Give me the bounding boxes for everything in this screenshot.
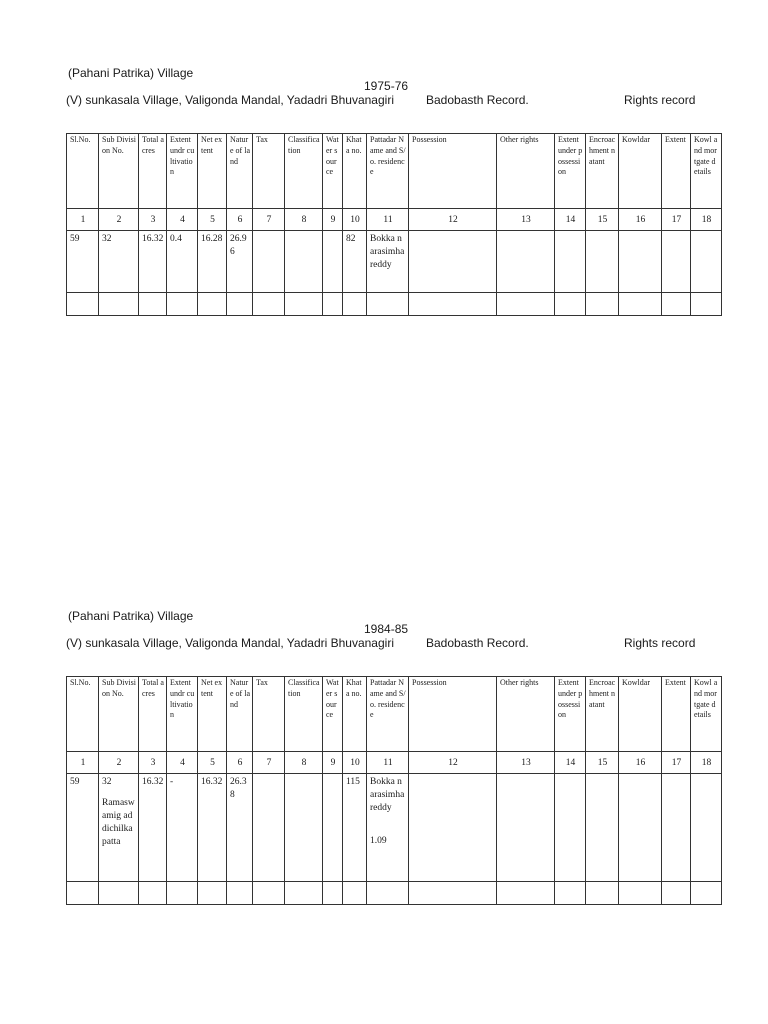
- column-header: Kowldar: [619, 134, 662, 209]
- column-header: Tax: [253, 134, 285, 209]
- column-number: 7: [253, 752, 285, 774]
- record-type: Badobasth Record.: [426, 93, 529, 107]
- record-location: (V) sunkasala Village, Valigonda Mandal, Yadadri Bhuvanagiri: [66, 636, 394, 650]
- blank-cell: [253, 882, 285, 905]
- column-number: 4: [167, 752, 198, 774]
- blank-cell: [619, 293, 662, 316]
- nature-of-land-cell: 26.96: [227, 231, 253, 293]
- record-title: (Pahani Patrika) Village: [68, 609, 194, 623]
- other-rights-cell: [497, 774, 555, 882]
- sub-division-value: 32: [102, 777, 112, 787]
- column-number: 18: [691, 209, 722, 231]
- column-header: Possession: [409, 677, 497, 752]
- record-type: Badobasth Record.: [426, 636, 529, 650]
- possession-cell: [409, 231, 497, 293]
- column-header: Encroachment natant: [586, 677, 619, 752]
- extent-under-possession-cell: [555, 231, 586, 293]
- blank-cell: [167, 882, 198, 905]
- nature-of-land-cell: 26.38: [227, 774, 253, 882]
- column-number: 3: [139, 209, 167, 231]
- kowl-details-cell: [691, 774, 722, 882]
- column-header: Extent under possession: [555, 677, 586, 752]
- water-source-cell: [323, 774, 343, 882]
- table-row: [67, 774, 722, 882]
- blank-cell: [691, 293, 722, 316]
- column-number: 17: [662, 752, 691, 774]
- extent-under-possession-cell: [555, 774, 586, 882]
- blank-cell: [619, 882, 662, 905]
- sub-division-note: Ramaswamig addichilka patta: [102, 798, 135, 848]
- column-header: Khata no.: [343, 134, 367, 209]
- sub-division-cell: [99, 231, 139, 293]
- column-number: 2: [99, 752, 139, 774]
- water-source-cell: [323, 231, 343, 293]
- blank-row: [67, 293, 722, 316]
- column-header: Water source: [323, 677, 343, 752]
- pattadar-cell: [367, 774, 409, 882]
- column-number: 14: [555, 209, 586, 231]
- blank-cell: [227, 882, 253, 905]
- blank-cell: [497, 293, 555, 316]
- column-header: Possession: [409, 134, 497, 209]
- blank-cell: [198, 293, 227, 316]
- blank-cell: [691, 882, 722, 905]
- blank-cell: [343, 882, 367, 905]
- column-header: Kowldar: [619, 677, 662, 752]
- column-header: Tax: [253, 677, 285, 752]
- blank-cell: [253, 293, 285, 316]
- pattadar-note: 1.09: [370, 836, 387, 847]
- blank-cell: [343, 293, 367, 316]
- column-header: Nature of land: [227, 134, 253, 209]
- column-number: 11: [367, 209, 409, 231]
- net-extent-cell: 16.32: [198, 774, 227, 882]
- blank-cell: [139, 293, 167, 316]
- column-header: Net extent: [198, 677, 227, 752]
- encroachment-cell: [586, 774, 619, 882]
- column-number-row: [67, 752, 722, 774]
- column-header: Other rights: [497, 677, 555, 752]
- column-header: Sl.No.: [67, 677, 99, 752]
- column-header: Khata no.: [343, 677, 367, 752]
- blank-cell: [285, 882, 323, 905]
- blank-cell: [586, 293, 619, 316]
- column-header: Extent undr cultivation: [167, 134, 198, 209]
- record-location: (V) sunkasala Village, Valigonda Mandal, Yadadri Bhuvanagiri: [66, 93, 394, 107]
- tax-cell: [253, 774, 285, 882]
- extent-cultivation-cell: 0.4: [167, 231, 198, 293]
- column-header: Extent undr cultivation: [167, 677, 198, 752]
- column-header: Other rights: [497, 134, 555, 209]
- column-number: 1: [67, 209, 99, 231]
- classification-cell: [285, 231, 323, 293]
- khata-no-cell: 82: [343, 231, 367, 293]
- khata-no-cell: 115: [343, 774, 367, 882]
- column-number: 18: [691, 752, 722, 774]
- blank-cell: [497, 882, 555, 905]
- kowldar-cell: [619, 774, 662, 882]
- other-rights-cell: [497, 231, 555, 293]
- column-number: 6: [227, 752, 253, 774]
- column-header: Pattadar Name and S/o. residence: [367, 677, 409, 752]
- blank-cell: [99, 293, 139, 316]
- column-number: 6: [227, 209, 253, 231]
- blank-cell: [167, 293, 198, 316]
- column-number: 12: [409, 752, 497, 774]
- blank-cell: [285, 293, 323, 316]
- sub-division-cell: [99, 774, 139, 882]
- blank-cell: [409, 882, 497, 905]
- blank-cell: [198, 882, 227, 905]
- column-header: Nature of land: [227, 677, 253, 752]
- pattadar-name: Bokka narasimha reddy: [370, 777, 405, 814]
- column-header: Encroachment natant: [586, 134, 619, 209]
- column-header: Kowl and mortgate details: [691, 134, 722, 209]
- blank-cell: [323, 882, 343, 905]
- encroachment-cell: [586, 231, 619, 293]
- column-header: Kowl and mortgate details: [691, 677, 722, 752]
- classification-cell: [285, 774, 323, 882]
- record-year: 1975-76: [364, 79, 409, 93]
- column-header: Extent: [662, 134, 691, 209]
- possession-cell: [409, 774, 497, 882]
- column-number: 10: [343, 752, 367, 774]
- column-number: 10: [343, 209, 367, 231]
- record-year: 1984-85: [364, 622, 409, 636]
- rights-record-label: Rights record: [624, 636, 696, 650]
- column-header: Sub Division No.: [99, 677, 139, 752]
- sl-no-cell: 59: [67, 774, 99, 882]
- header-row: [67, 677, 722, 752]
- blank-cell: [67, 882, 99, 905]
- column-number: 13: [497, 209, 555, 231]
- column-header: Sl.No.: [67, 134, 99, 209]
- column-number: 16: [619, 752, 662, 774]
- column-number: 15: [586, 209, 619, 231]
- blank-cell: [555, 882, 586, 905]
- total-acres-cell: 16.32: [139, 231, 167, 293]
- column-header: Net extent: [198, 134, 227, 209]
- column-number: 8: [285, 752, 323, 774]
- column-number: 8: [285, 209, 323, 231]
- sl-no-cell: 59: [67, 231, 99, 293]
- column-header: Extent under possession: [555, 134, 586, 209]
- column-number: 11: [367, 752, 409, 774]
- blank-cell: [586, 882, 619, 905]
- column-number: 7: [253, 209, 285, 231]
- kowl-details-cell: [691, 231, 722, 293]
- net-extent-cell: 16.28: [198, 231, 227, 293]
- table-row: [67, 231, 722, 293]
- column-number: 9: [323, 752, 343, 774]
- column-number: 15: [586, 752, 619, 774]
- column-number: 3: [139, 752, 167, 774]
- blank-cell: [227, 293, 253, 316]
- land-record-table: [66, 133, 722, 316]
- column-header: Extent: [662, 677, 691, 752]
- extent-cell: [662, 231, 691, 293]
- total-acres-cell: 16.32: [139, 774, 167, 882]
- blank-row: [67, 882, 722, 905]
- column-number: 16: [619, 209, 662, 231]
- column-number: 12: [409, 209, 497, 231]
- blank-cell: [323, 293, 343, 316]
- column-header: Pattadar Name and S/o. residence: [367, 134, 409, 209]
- column-number: 2: [99, 209, 139, 231]
- column-number: 9: [323, 209, 343, 231]
- blank-cell: [367, 882, 409, 905]
- kowldar-cell: [619, 231, 662, 293]
- sub-division-value: 32: [102, 234, 112, 244]
- record-title: (Pahani Patrika) Village: [68, 66, 194, 80]
- blank-cell: [555, 293, 586, 316]
- column-header: Total acres: [139, 134, 167, 209]
- column-header: Classification: [285, 677, 323, 752]
- column-number: 17: [662, 209, 691, 231]
- extent-cultivation-cell: -: [167, 774, 198, 882]
- pattadar-name: Bokka narasimha reddy: [370, 234, 405, 271]
- blank-cell: [99, 882, 139, 905]
- blank-cell: [409, 293, 497, 316]
- column-number: 5: [198, 752, 227, 774]
- column-number: 5: [198, 209, 227, 231]
- extent-cell: [662, 774, 691, 882]
- blank-cell: [139, 882, 167, 905]
- header-row: [67, 134, 722, 209]
- pattadar-cell: [367, 231, 409, 293]
- column-number: 13: [497, 752, 555, 774]
- column-number-row: [67, 209, 722, 231]
- column-header: Classification: [285, 134, 323, 209]
- blank-cell: [67, 293, 99, 316]
- blank-cell: [367, 293, 409, 316]
- column-header: Water source: [323, 134, 343, 209]
- column-number: 4: [167, 209, 198, 231]
- blank-cell: [662, 293, 691, 316]
- column-header: Sub Division No.: [99, 134, 139, 209]
- blank-cell: [662, 882, 691, 905]
- land-record-table: [66, 676, 722, 905]
- rights-record-label: Rights record: [624, 93, 696, 107]
- column-header: Total acres: [139, 677, 167, 752]
- column-number: 1: [67, 752, 99, 774]
- column-number: 14: [555, 752, 586, 774]
- tax-cell: [253, 231, 285, 293]
